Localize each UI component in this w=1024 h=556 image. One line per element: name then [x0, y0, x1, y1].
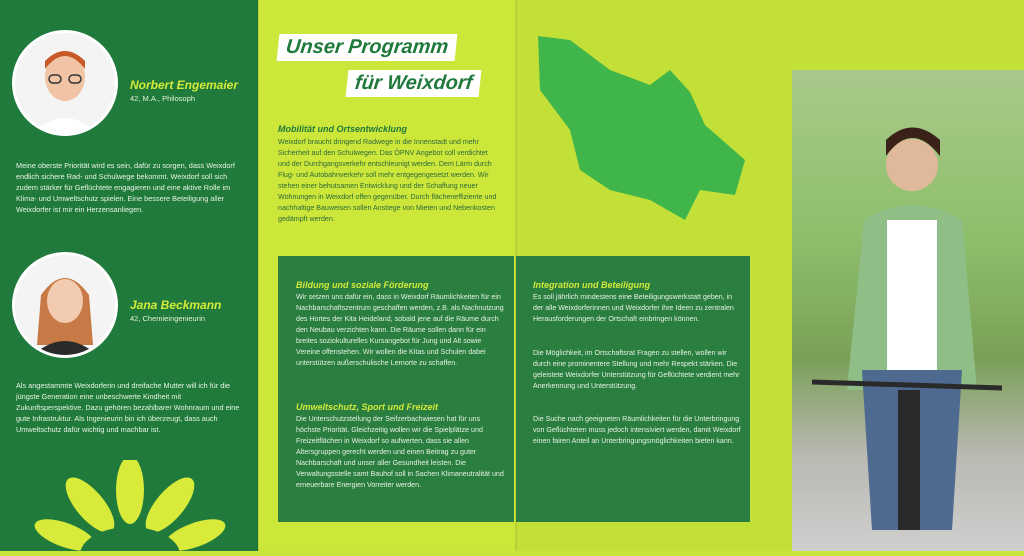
name-norbert: Norbert Engemaier — [130, 78, 239, 92]
avatar-jana — [12, 252, 118, 358]
cyclist-photo — [792, 70, 1024, 551]
section-title-umwelt: Umweltschutz, Sport und Freizeit — [296, 402, 439, 412]
person-icon — [15, 255, 115, 355]
section-title-integration: Integration und Beteiligung — [533, 280, 650, 290]
bio-norbert: Meine oberste Priorität wird es sein, dafür zu sorgen, dass Weixdorf endlich sichere Rad- und Schulwege bekommt. Weixdorf soll sich zudem stärker für Geflüchtete engagieren und eine aktive Rolle im Klima- und Umweltschutz spielen. Eine bessere Beteiligung aller Weixdorfer ist mir ein Herzensanliegen. — [16, 161, 235, 214]
page-title-line1: Unser Programm — [277, 34, 458, 61]
section-text-umwelt: Die Unterschutzstellung der Seifzerbachwiesen hat für uns höchste Priorität. Gleichzeitig wollen wir die Spielplätze und Freizeitflächen in Weixdorf so aufwerten, dass sie allen Altersgruppen gerecht werden und einen Beitrag zu guter Nachbarschaft und unser aller Gesundheit leisten. Die Verwaltungsstelle samt Bauhof soll in Sachen Klimaneutralität und erneuerbare Energien Vorreiter werden. — [296, 415, 504, 489]
page-title-line2: für Weixdorf — [346, 70, 482, 97]
section-text-integration-3: Die Suche nach geeigneten Räumlichkeiten für die Unterbringung von Geflüchteten muss jedoch intensiviert werden, damit Weixdorf einen fairen Anteil an Unterbringungsmöglichkeiten bieten kann. — [533, 415, 741, 445]
section-text-bildung: Wir setzen uns dafür ein, dass in Weixdorf Räumlichkeiten für ein Nachbarschaftszentrum geschaffen werden, z.B. als Nachnutzung des Hortes der Kita Heideland, sobald jene auf die Räume durch den Neubau verzichten kann. Die Räume sollen dann für ein breites soziokulturelles Kursangebot für Jung und Alt sowie Vereine offenstehen. Wir wollen die Kitas und Schulen dabei unterstützen außerschulische Lernorte zu schaffen. — [296, 293, 504, 367]
fold-line — [257, 0, 259, 551]
weixdorf-map-icon — [530, 30, 750, 230]
desc-norbert: 42, M.A., Philosoph — [130, 94, 196, 103]
person-icon — [15, 33, 115, 133]
cyclist-icon — [792, 70, 1024, 551]
section-text-integration-2: Die Möglichkeit, im Ortschaftsrat Fragen zu stellen, wollen wir durch eine prominentere Stellung und mehr Respekt stärken. Die geleistete Weixdorfer Unterstützung für Geflüchtete verdient mehr Anerkennung und Unterstützung. — [533, 349, 740, 390]
bio-jana: Als angestammte Weixdorferin und dreifache Mutter will ich für die jüngste Generation eine unbeschwerte Kindheit mit Zukunftsperspektive. Dazu gehören bezahlbarer Wohnraum und eine gute Infrastruktur. Als Ingenieurin bin ich überzeugt, dass auch Umweltschutz dafür wichtig und machbar ist. — [16, 381, 240, 434]
avatar-norbert — [12, 30, 118, 136]
section-title-mobilitaet: Mobilität und Ortsentwicklung — [278, 124, 407, 134]
desc-jana: 42, Chemieingenieurin — [130, 314, 206, 323]
section-text-mobilitaet: Weixdorf braucht dringend Radwege in die Innenstadt und mehr Sicherheit auf den Schulwegen. Das ÖPNV Angebot soll verdichtet und der Durchgangsverkehr entschleunigt werden. Dem Lärm durch Flug- und Autobahnverkehr soll mehr entgegengesetzt werden. Wir stehen einer behutsamen Entwicklung und der Schaffung neuer Wohnungen in Weixdorf offen gegenüber. Durch flächeneffiziente und nachhaltige Bauweisen sollen Anstiege von Mieten und Nebenkosten gedämpft werden. — [278, 138, 497, 223]
sunflower-icon — [30, 460, 230, 551]
section-title-bildung: Bildung und soziale Förderung — [296, 280, 429, 290]
section-text-integration-1: Es soll jährlich mindestens eine Beteiligungswerkstatt geben, in der alle Weixdorferinnen und Weixdorfer ihre Ideen zu zentralen Herausforderungen der Ortschaft einbringen können. — [533, 293, 734, 323]
name-jana: Jana Beckmann — [130, 298, 222, 312]
